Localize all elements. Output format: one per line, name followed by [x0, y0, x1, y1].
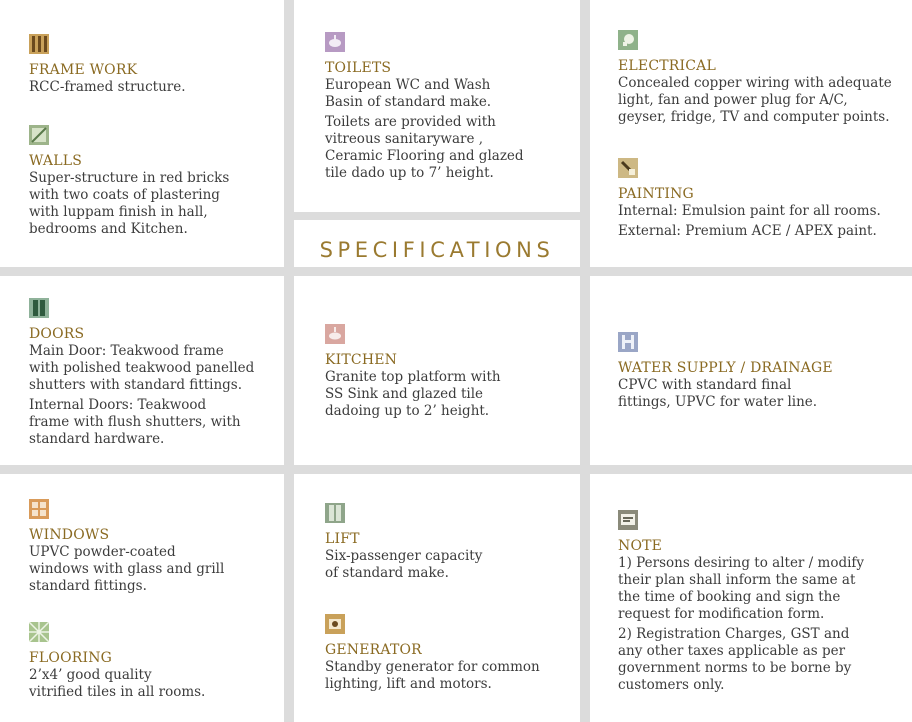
spec-heading: TOILETS — [325, 60, 392, 76]
spec-note — [618, 510, 908, 694]
spec-heading: WATER SUPPLY / DRAINAGE — [618, 360, 833, 376]
floor-tile-icon — [29, 622, 49, 642]
kitchen-sink-icon — [325, 324, 345, 344]
page-title: SPECIFICATIONS — [319, 238, 555, 262]
spec-text: Super-structure in red bricks with two coats of plastering with luppam finish in hall, bedrooms and Kitchen. — [29, 170, 230, 237]
pipe-icon — [618, 332, 638, 352]
spec-text: CPVC with standard final fittings, UPVC for water line. — [618, 377, 818, 410]
spec-text: Six-passenger capacity of standard make. — [325, 548, 483, 581]
note-icon — [618, 510, 638, 530]
spec-text: 2) Registration Charges, GST and any other taxes applicable as per government norms to be borne by customers only. — [618, 626, 852, 693]
spec-text: RCC-framed structure. — [29, 79, 186, 95]
spec-text: Granite top platform with SS Sink and glazed tile dadoing up to 2’ height. — [325, 369, 501, 419]
spec-heading: PAINTING — [618, 186, 694, 202]
spec-text: Concealed copper wiring with adequate light, fan and power plug for A/C, geyser, fridge, TV and computer points. — [618, 75, 892, 125]
spec-electrical — [618, 30, 908, 126]
window-icon — [29, 499, 49, 519]
spec-text: Internal: Emulsion paint for all rooms. — [618, 203, 881, 219]
spec-heading: FRAME WORK — [29, 62, 138, 78]
spec-painting — [618, 158, 908, 240]
wall-panel-icon — [29, 125, 49, 145]
spec-toilets — [325, 32, 575, 182]
spec-heading: FLOORING — [29, 650, 113, 666]
spec-windows — [29, 499, 281, 595]
spec-water-supply — [618, 332, 908, 411]
spec-heading: WALLS — [29, 153, 82, 169]
spec-heading: NOTE — [618, 538, 663, 554]
spec-heading: WINDOWS — [29, 527, 110, 543]
spec-text: Main Door: Teakwood frame with polished teakwood panelled shutters with standard fittings. — [29, 343, 255, 393]
spec-heading: GENERATOR — [325, 642, 422, 658]
bulb-icon — [618, 30, 638, 50]
spec-heading: DOORS — [29, 326, 85, 342]
spec-doors — [29, 298, 281, 448]
brick-pillar-icon — [29, 34, 49, 54]
spec-text: Toilets are provided with vitreous sanitaryware , Ceramic Flooring and glazed tile dado up to 7’ height. — [325, 114, 524, 181]
panel-title — [294, 220, 580, 267]
spec-lift — [325, 503, 575, 582]
spec-flooring — [29, 622, 281, 701]
spec-frame-work — [29, 34, 279, 96]
spec-text: 2’x4’ good quality vitrified tiles in all rooms. — [29, 667, 206, 700]
spec-kitchen — [325, 324, 575, 420]
spec-heading: KITCHEN — [325, 352, 398, 368]
paint-brush-icon — [618, 158, 638, 178]
spec-heading: LIFT — [325, 531, 360, 547]
generator-icon — [325, 614, 345, 634]
spec-text: European WC and Wash Basin of standard make. — [325, 77, 492, 110]
spec-text: UPVC powder-coated windows with glass and grill standard fittings. — [29, 544, 225, 594]
spec-text: Internal Doors: Teakwood frame with flush shutters, with standard hardware. — [29, 397, 241, 447]
wash-basin-icon — [325, 32, 345, 52]
spec-walls — [29, 125, 279, 238]
spec-generator — [325, 614, 575, 693]
spec-text: Standby generator for common lighting, lift and motors. — [325, 659, 540, 692]
door-icon — [29, 298, 49, 318]
spec-heading: ELECTRICAL — [618, 58, 716, 74]
spec-text: 1) Persons desiring to alter / modify their plan shall inform the same at the time of booking and sign the request for modification form. — [618, 555, 865, 622]
spec-text: External: Premium ACE / APEX paint. — [618, 223, 877, 239]
lift-icon — [325, 503, 345, 523]
